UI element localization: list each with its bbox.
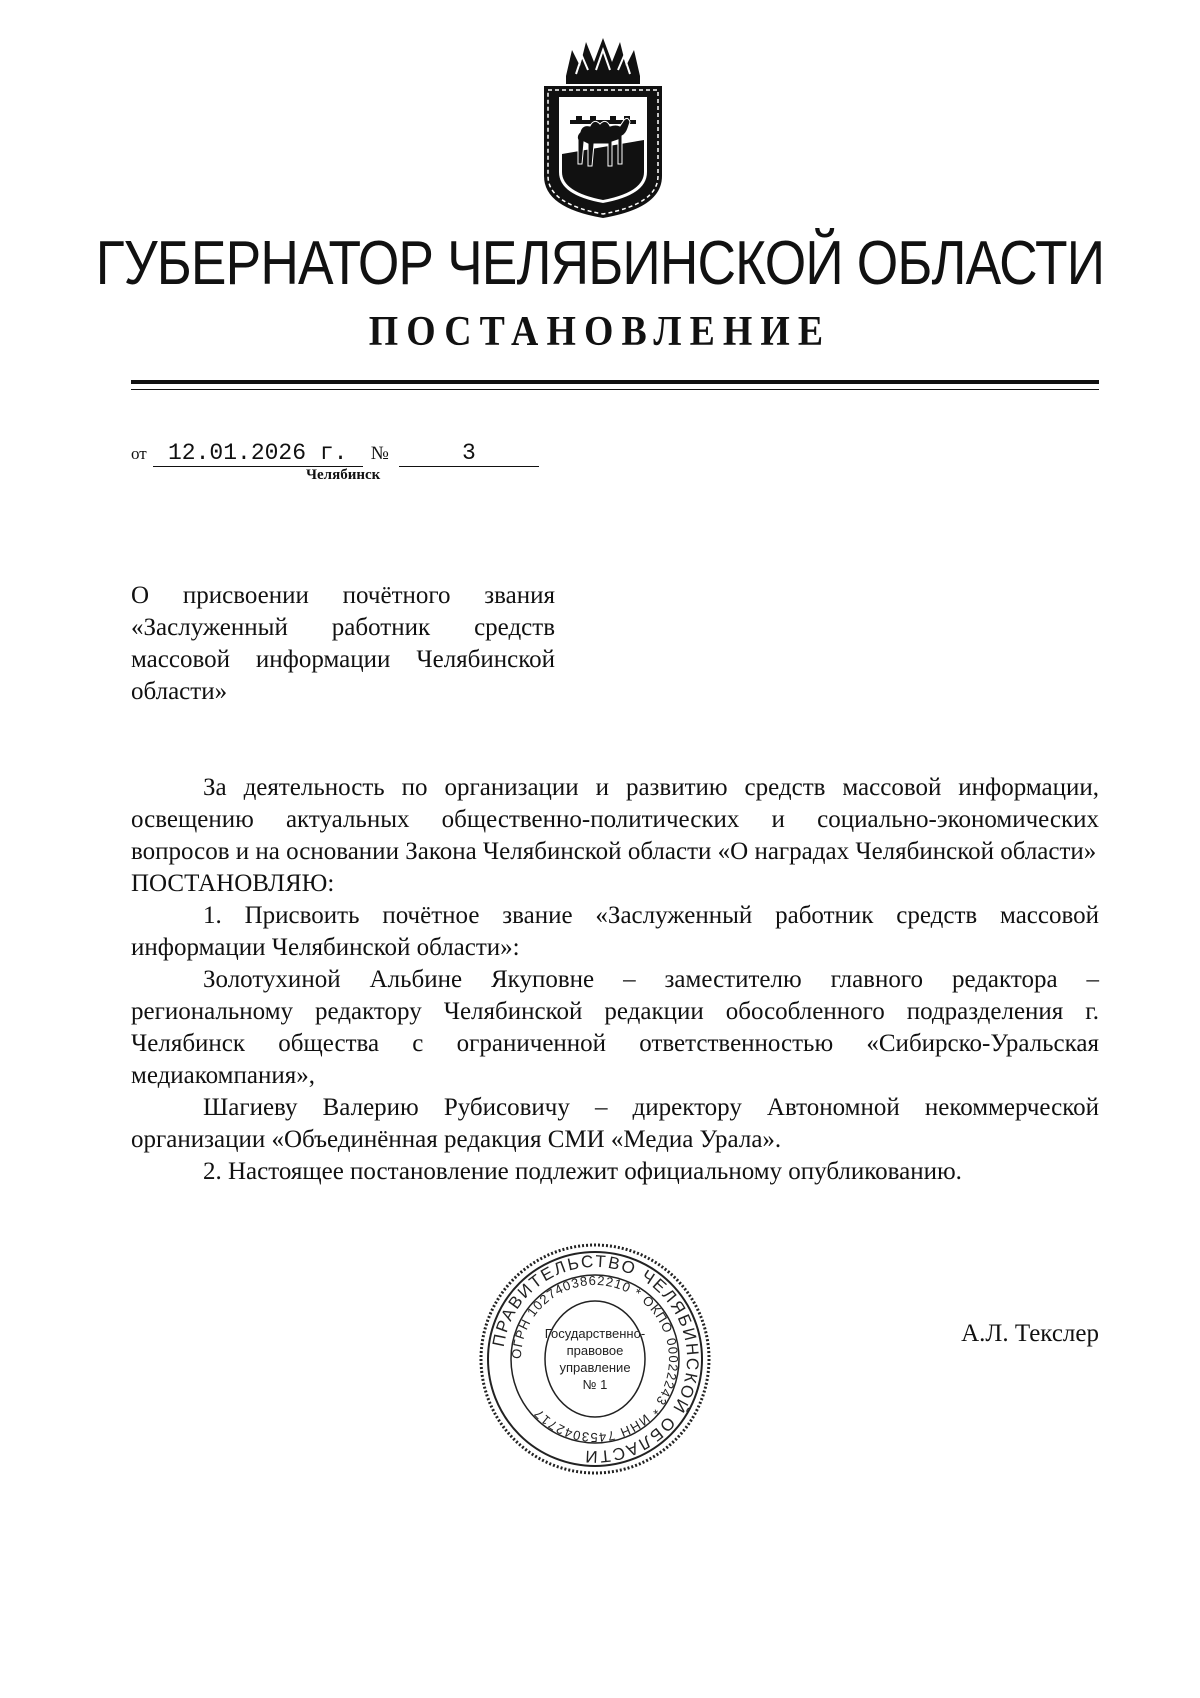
number-sign: № (370, 443, 389, 464)
header-rule-thin (131, 389, 1099, 390)
document-date: 12.01.2026 г. (153, 440, 363, 467)
stamp-outer-text: ПРАВИТЕЛЬСТВО ЧЕЛЯБИНСКОЙ ОБЛАСТИ (488, 1251, 703, 1467)
stamp-inner-text: ОГРН 1027403862210 * ОКПО 00022243 * ИНН 7453042717 (508, 1272, 682, 1446)
svg-text:ОГРН 1027403862210 * ОКПО 0002 (509, 1273, 681, 1445)
preamble-paragraph: За деятельность по организации и развитию средств массовой информации, освещению актуальных общественно-политических и социально-экономических вопросов и на основании Закона Челябинской области «О наградах Челябинской области» (131, 774, 1099, 865)
document-type: ПОСТАНОВЛЕНИЕ (368, 309, 832, 355)
item-2-paragraph: 2. Настоящее постановление подлежит официальному опубликованию. (203, 1158, 962, 1185)
awardee-2-paragraph: Шагиеву Валерию Рубисовичу – директору Автономной некоммерческой организации «Объединённая редакция СМИ «Медиа Урала». (131, 1094, 1099, 1153)
organization-title: ГУБЕРНАТОР ЧЕЛЯБИНСКОЙ ОБЛАСТИ (95, 229, 1105, 298)
awardee-1-paragraph: Золотухиной Альбине Якуповне – заместителю главного редактора – региональному редактору Челябинской редакции обособленного подразделения г. Челябинск общества с ограниченной ответственностью «Сибирско-Уральская медиакомпания», (131, 966, 1099, 1089)
chelyabinsk-coat-of-arms-icon (536, 36, 670, 220)
stamp-center-line-4: № 1 (582, 1377, 608, 1392)
resolve-clause: ПОСТАНОВЛЯЮ: (131, 870, 335, 897)
document-subject: О присвоении почётного звания «Заслуженный работник средств массовой информации Челябинской области» (131, 582, 555, 705)
stamp-center-line-2: правовое (566, 1343, 624, 1358)
stamp-center-line-3: управление (559, 1360, 631, 1375)
document-body (131, 772, 1099, 1188)
date-prefix: от (131, 444, 147, 463)
item-1-paragraph: 1. Присвоить почётное звание «Заслуженный работник средств массовой информации Челябинской области»: (131, 902, 1099, 961)
official-seal-stamp (478, 1242, 712, 1476)
header-rule-thick (131, 380, 1099, 384)
registration-line (131, 440, 539, 467)
signatory-name: А.Л. Текслер (961, 1320, 1099, 1347)
stamp-center-line-1: Государственно- (544, 1326, 646, 1341)
document-city: Челябинск (306, 467, 381, 483)
document-number: 3 (399, 440, 539, 467)
